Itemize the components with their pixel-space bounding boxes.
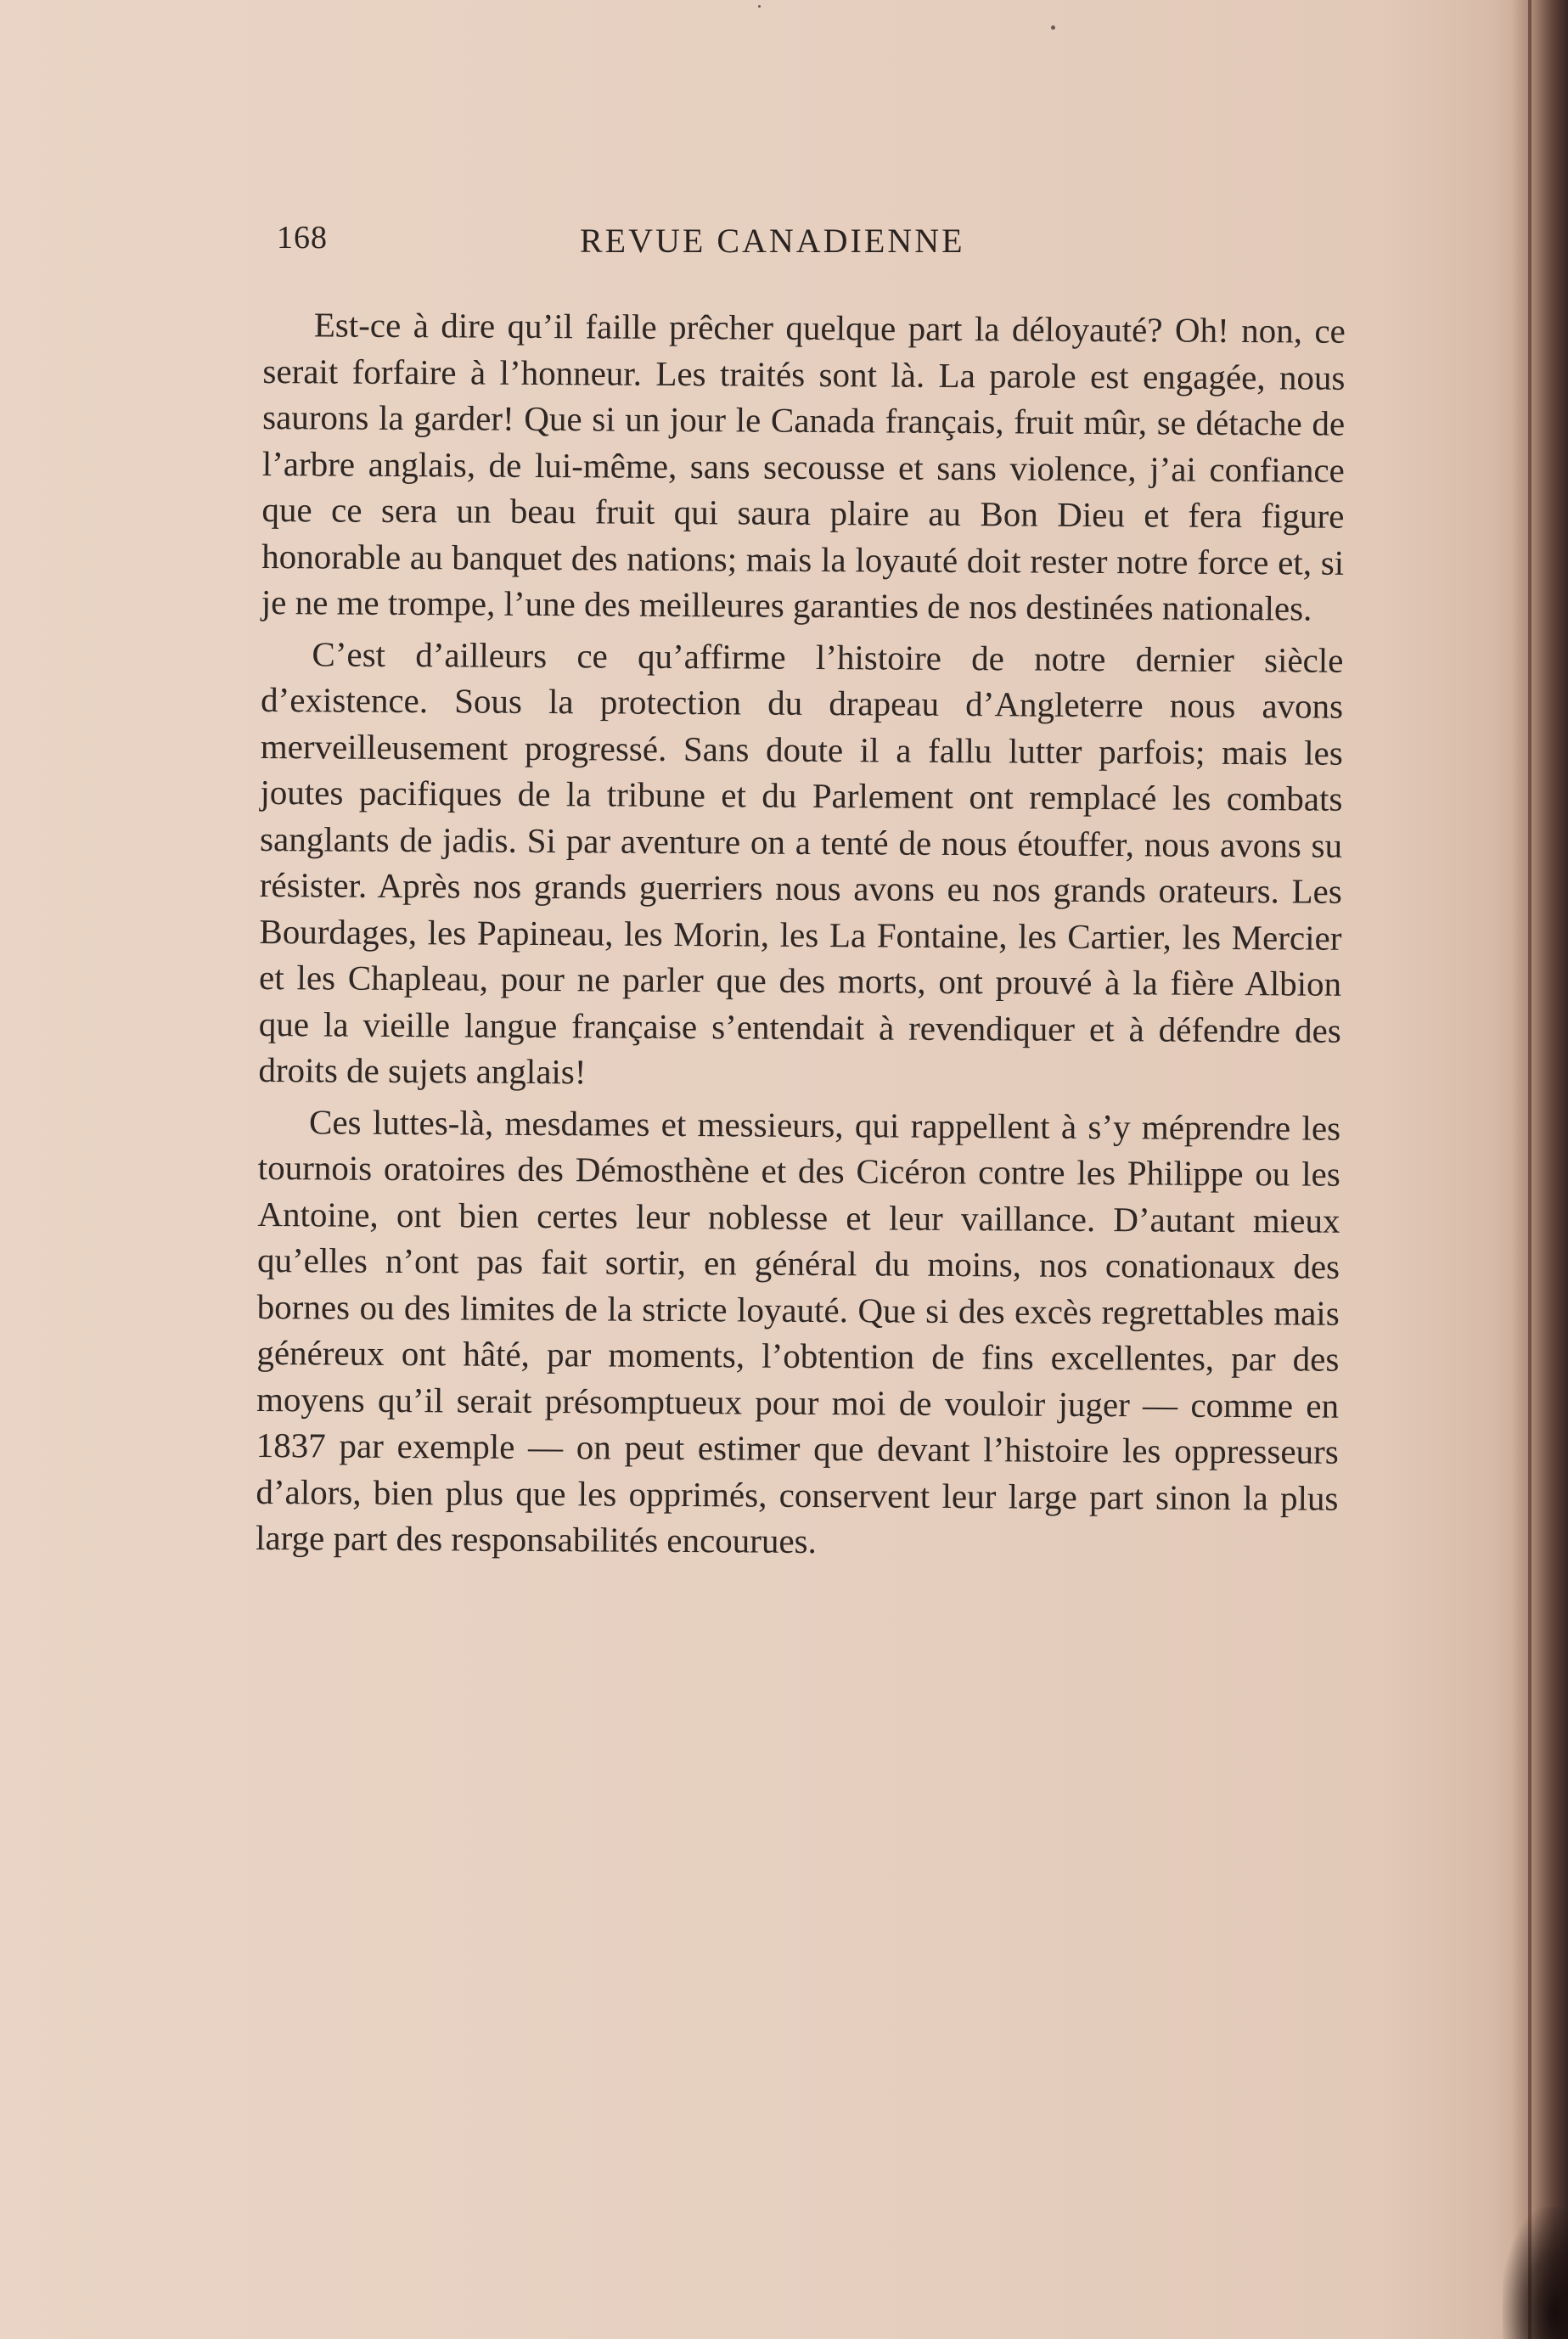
speck-mark — [758, 5, 761, 8]
page-number: 168 — [277, 220, 328, 256]
page-header — [0, 219, 1568, 270]
speck-mark — [1051, 25, 1055, 30]
paragraph: C’est d’ailleurs ce qu’affirme l’histoire de notre dernier siècle d’existence. Sous la protection du drapeau d’Angleterre nous avons merveilleusement progressé. Sans doute il a fallu lutter parfois; mais les joutes pacifiques de la tribune et du Parlement ont remplacé les combats sanglants de jadis. Si par aventure on a tenté de nous étouffer, nous avons su résister. Après nos grands guerriers nous avons eu nos grands orateurs. Les Bourdages, les Papineau, les Morin, les La Fontaine, les Cartier, les Mercier et les Chapleau, pour ne parler que des morts, ont prouvé à la fière Albion que la vieille langue française s’entendait à revendiquer et à défendre des droits de sujets anglais! — [258, 633, 1344, 1092]
paragraph: Ces luttes-là, mesdames et messieurs, qui rappellent à s’y méprendre les tournois oratoires des Démosthène et des Cicéron contre les Philippe ou les Antoine, ont bien certes leur noblesse et leur vaillance. D’autant mieux qu’elles n’ont pas fait sortir, en général du moins, nos conationaux des bornes ou des limites de la stricte loyauté. Que si des excès regrettables mais généreux ont hâté, par moments, l’obtention de fins excellentes, par des moyens qu’il serait présomptueux pour moi de vouloir juger — comme en 1837 par exemple — on peut estimer que devant l’histoire les oppresseurs d’alors, bien plus que les opprimés, conservent leur large part sinon la plus large part des responsabilités encourues. — [255, 1101, 1341, 1561]
binding-edge — [1528, 0, 1531, 2339]
paragraph: Est-ce à dire qu’il faille prêcher quelque part la déloyauté? Oh! non, ce serait forfaire à l’honneur. Les traités sont là. La parole est engagée, nous saurons la garder! Que si un jour le Canada français, fruit mûr, se détache de l’arbre anglais, de lui-même, sans secousse et sans violence, j’ai confiance que ce sera un beau fruit qui saura plaire au Bon Dieu et fera figure honorable au banquet des nations; mais la loyauté doit rester notre force et, si je ne me trompe, l’une des meilleures garanties de nos destinées nationales. — [261, 305, 1346, 628]
corner-shadow — [1503, 2207, 1568, 2339]
binding-shadow — [1511, 0, 1568, 2339]
body-text — [256, 301, 1346, 1567]
running-head: REVUE CANADIENNE — [580, 222, 965, 260]
